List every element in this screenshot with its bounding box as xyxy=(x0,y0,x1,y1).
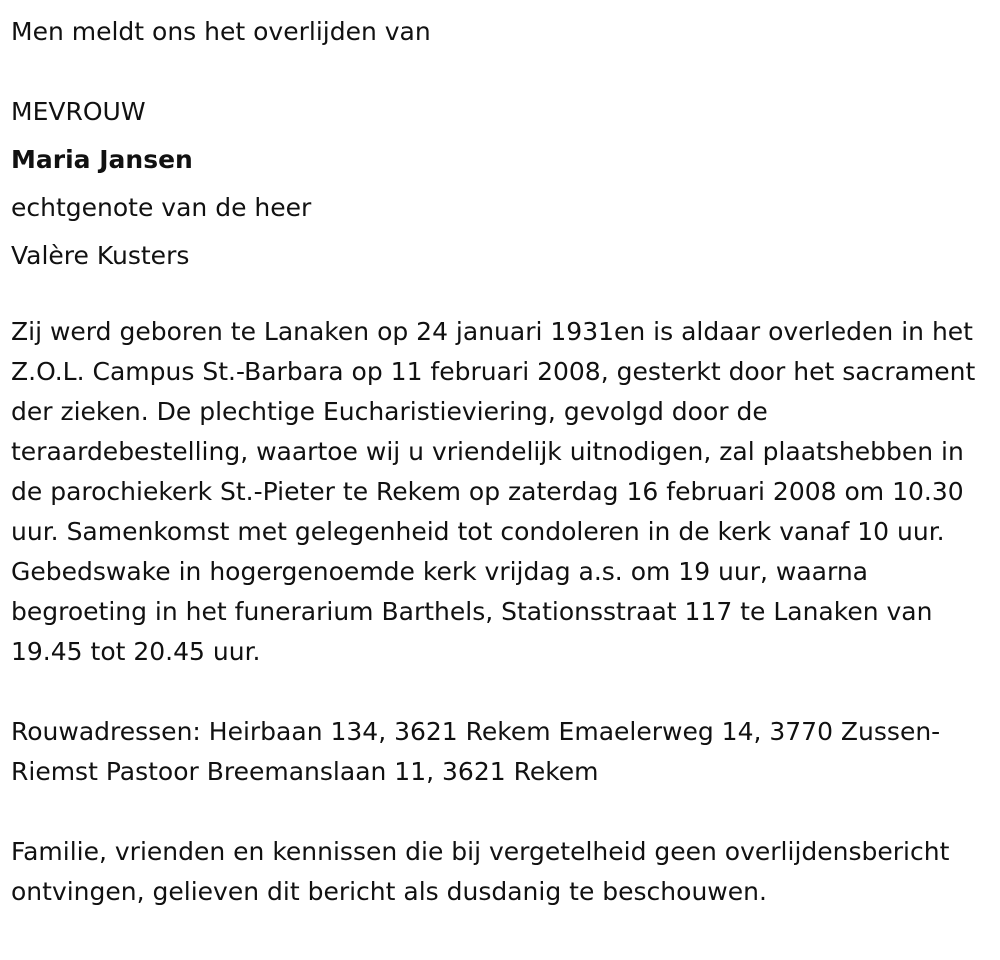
intro-line: Men meldt ons het overlijden van xyxy=(11,17,431,46)
spacer xyxy=(11,56,991,88)
addresses-paragraph: Rouwadressen: Heirbaan 134, 3621 Rekem Emaelerweg 14, 3770 Zussen-Riemst Pastoor Breemanslaan 11, 3621 Rekem xyxy=(11,717,941,786)
death-notice xyxy=(11,8,991,912)
salutation: MEVROUW xyxy=(11,97,146,126)
deceased-name: Maria Jansen xyxy=(11,145,193,174)
closing-paragraph: Familie, vrienden en kennissen die bij vergetelheid geen overlijdensbericht ontvingen, gelieven dit bericht als dusdanig te beschouwen. xyxy=(11,837,950,906)
spacer xyxy=(11,672,991,712)
relation-line: echtgenote van de heer xyxy=(11,193,312,222)
spouse-name: Valère Kusters xyxy=(11,241,190,270)
spacer xyxy=(11,792,991,832)
body-paragraph: Zij werd geboren te Lanaken op 24 januari 1931en is aldaar overleden in het Z.O.L. Campus St.-Barbara op 11 februari 2008, gesterkt door het sacrament der zieken. De plechtige Eucharistieviering, gevolgd door de teraardebestelling, waartoe wij u vriendelijk uitnodigen, zal plaatshebben in de parochiekerk St.-Pieter te Rekem op zaterdag 16 februari 2008 om 10.30 uur. Samenkomst met gelegenheid tot condoleren in de kerk vanaf 10 uur. Gebedswake in hogergenoemde kerk vrijdag a.s. om 19 uur, waarna begroeting in het funerarium Barthels, Stationsstraat 117 te Lanaken van 19.45 tot 20.45 uur. xyxy=(11,317,976,666)
spacer xyxy=(11,280,991,312)
